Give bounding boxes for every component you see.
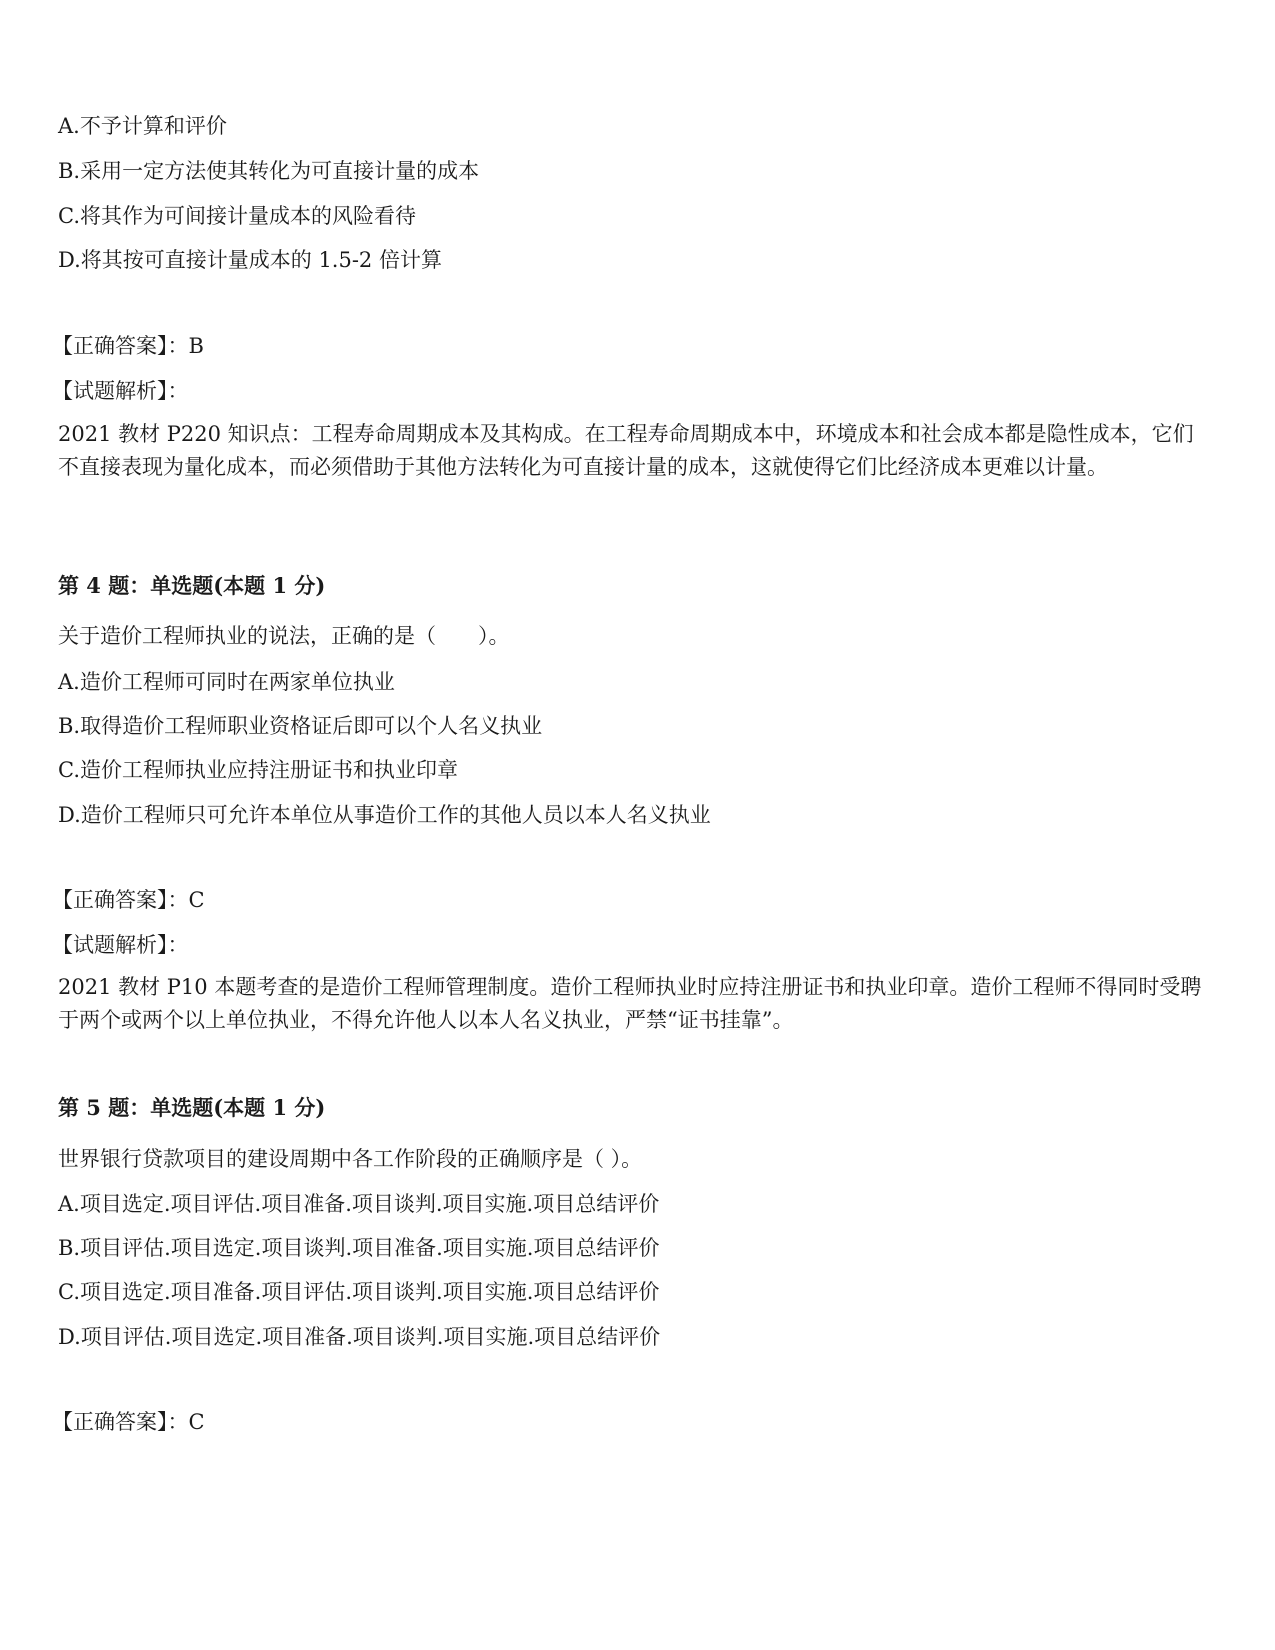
q5-option-a: A.项目选定.项目评估.项目准备.项目谈判.项目实施.项目总结评价: [58, 1192, 660, 1216]
q5-stem: 世界银行贷款项目的建设周期中各工作阶段的正确顺序是（ ）。: [58, 1147, 643, 1171]
q5-heading: 第 5 题：单选题(本题 1 分): [58, 1095, 326, 1120]
q4-analysis-text: 2021 教材 P10 本题考查的是造价工程师管理制度。造价工程师执业时应持注册证书和执业印章。造价工程师不得同时受聘于两个或两个以上单位执业，不得允许他人以本人名义执业，严禁“证书挂靠”。: [58, 975, 1202, 1032]
q5-option-b: B.项目评估.项目选定.项目谈判.项目准备.项目实施.项目总结评价: [58, 1236, 660, 1260]
q3-correct-answer: 【正确答案】：B: [52, 334, 204, 358]
q3-option-b: B.采用一定方法使其转化为可直接计量的成本: [58, 159, 480, 183]
q5-option-c: C.项目选定.项目准备.项目评估.项目谈判.项目实施.项目总结评价: [58, 1280, 660, 1304]
q4-option-b: B.取得造价工程师职业资格证后即可以个人名义执业: [58, 714, 543, 738]
q4-option-d: D.造价工程师只可允许本单位从事造价工作的其他人员以本人名义执业: [58, 803, 711, 827]
q4-option-a: A.造价工程师可同时在两家单位执业: [58, 670, 395, 694]
q4-option-c: C.造价工程师执业应持注册证书和执业印章: [58, 758, 458, 782]
q3-option-a: A.不予计算和评价: [58, 114, 227, 138]
q4-heading: 第 4 题：单选题(本题 1 分): [58, 573, 326, 598]
q5-correct-answer: 【正确答案】：C: [52, 1410, 205, 1434]
q3-analysis-label: 【试题解析】：: [52, 379, 189, 403]
q4-analysis-label: 【试题解析】：: [52, 933, 189, 957]
q3-option-d: D.将其按可直接计量成本的 1.5-2 倍计算: [58, 248, 442, 272]
q3-option-c: C.将其作为可间接计量成本的风险看待: [58, 204, 416, 228]
q4-correct-answer: 【正确答案】：C: [52, 888, 205, 912]
q3-analysis-text: 2021 教材 P220 知识点：工程寿命周期成本及其构成。在工程寿命周期成本中，环境成本和社会成本都是隐性成本，它们不直接表现为量化成本，而必须借助于其他方法转化为可直接计量的成本，这就使得它们比经济成本更难以计量。: [58, 422, 1194, 479]
q4-stem: 关于造价工程师执业的说法，正确的是（ ）。: [58, 624, 510, 648]
q5-option-d: D.项目评估.项目选定.项目准备.项目谈判.项目实施.项目总结评价: [58, 1325, 661, 1349]
